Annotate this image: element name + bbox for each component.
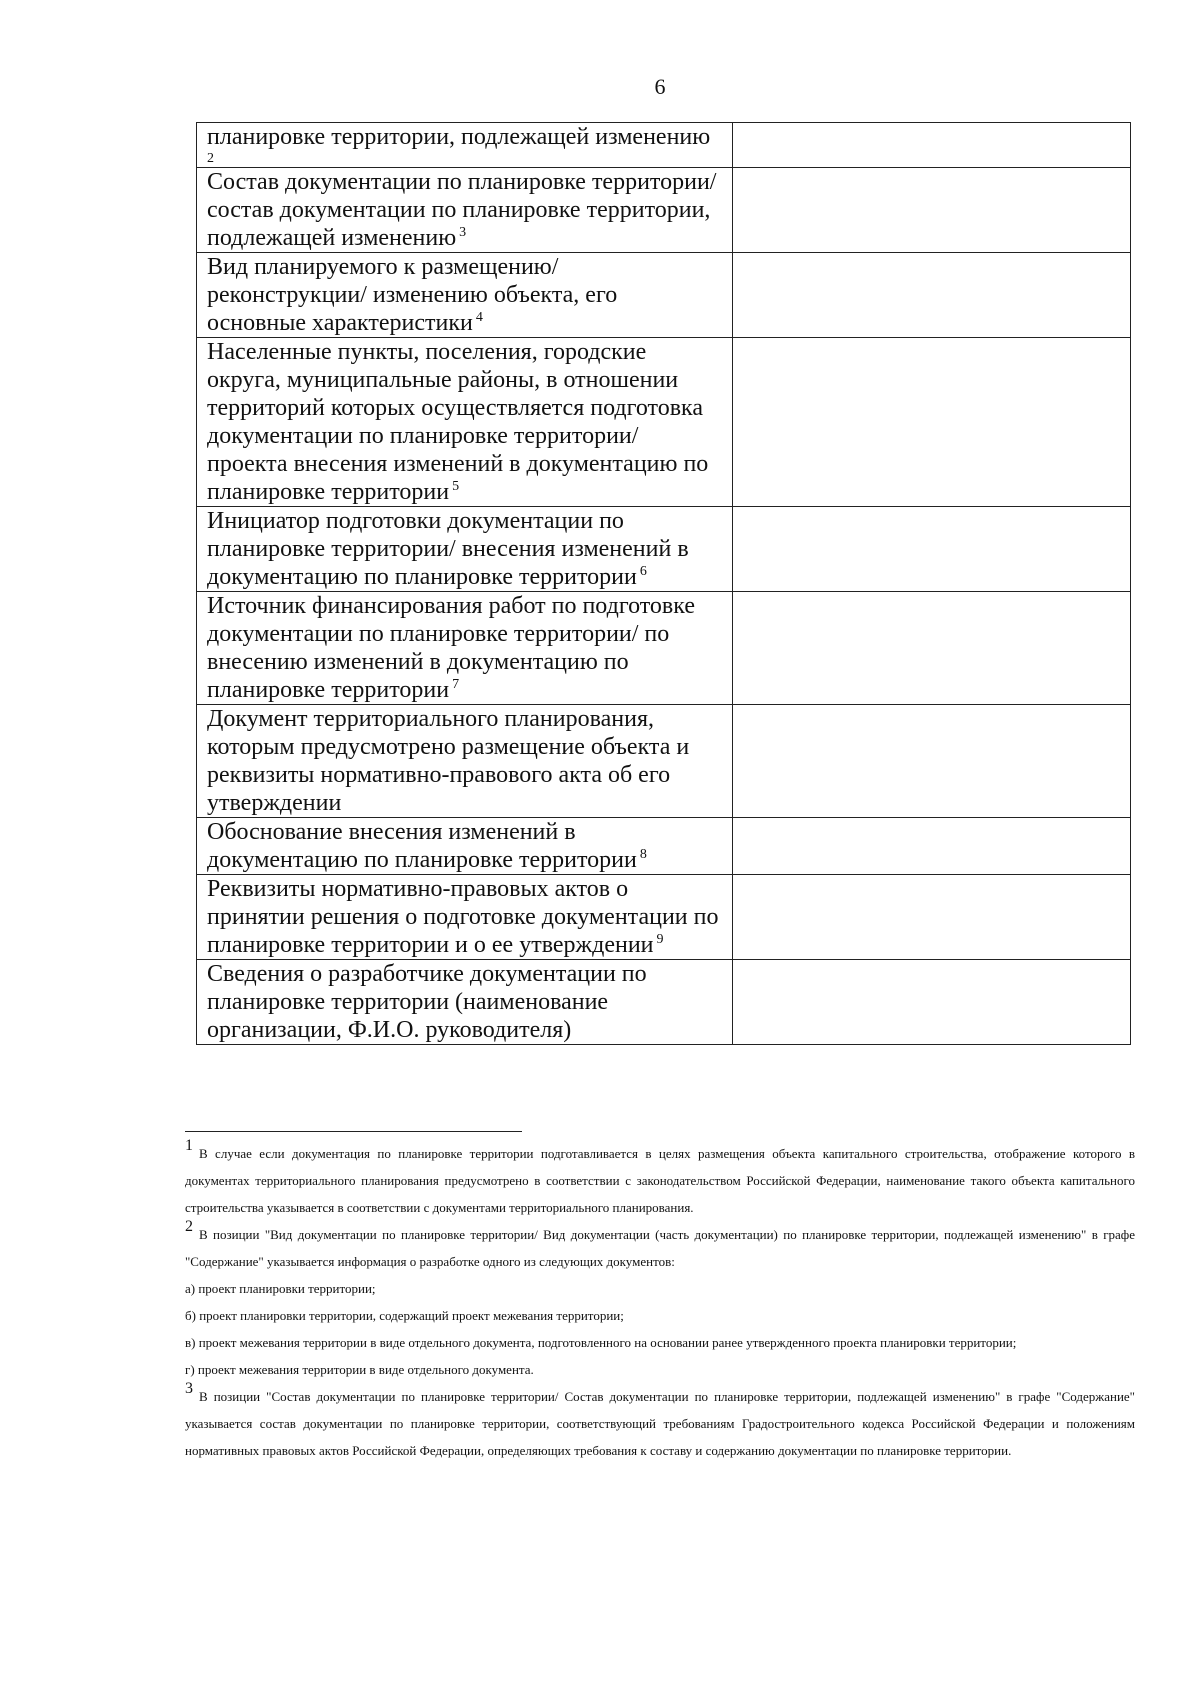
footnotes bbox=[185, 1137, 1135, 1464]
table-row bbox=[197, 123, 1131, 168]
row-label-cell bbox=[197, 123, 733, 168]
table-row bbox=[197, 168, 1131, 253]
row-label-cell bbox=[197, 168, 733, 253]
footnote-text bbox=[185, 1218, 1135, 1275]
row-value-cell[interactable] bbox=[733, 705, 1131, 818]
row-label-cell bbox=[197, 338, 733, 507]
row-value-cell[interactable] bbox=[733, 338, 1131, 507]
footnote bbox=[185, 1137, 1135, 1221]
row-label-cell bbox=[197, 705, 733, 818]
form-table bbox=[196, 122, 1131, 1045]
table-row bbox=[197, 960, 1131, 1045]
row-label: Состав документации по планировке территории/ состав документации по планировке территории, подлежащей изменению bbox=[207, 169, 717, 251]
footnote-reference: 8 bbox=[639, 847, 647, 862]
row-label-cell bbox=[197, 818, 733, 875]
footnote-text bbox=[185, 1356, 1135, 1383]
footnote-text bbox=[185, 1275, 1135, 1302]
row-value-cell[interactable] bbox=[733, 123, 1131, 168]
table-row bbox=[197, 338, 1131, 507]
row-value-cell[interactable] bbox=[733, 168, 1131, 253]
row-value-cell[interactable] bbox=[733, 818, 1131, 875]
row-label: Документ территориального планирования, которым предусмотрено размещение объекта и реквизиты нормативно-правового акта об его утверждении bbox=[207, 706, 690, 816]
footnote-number: 1 bbox=[185, 1137, 193, 1154]
row-label: Вид планируемого к размещению/ реконструкции/ изменению объекта, его основные характеристики bbox=[207, 254, 618, 336]
footnote-number: 2 bbox=[185, 1218, 193, 1235]
footnote-line: а) проект планировки территории; bbox=[185, 1281, 376, 1296]
footnote-reference: 6 bbox=[639, 564, 647, 579]
table-row bbox=[197, 818, 1131, 875]
footnote-text bbox=[185, 1329, 1135, 1356]
row-label-cell bbox=[197, 253, 733, 338]
footnote-text bbox=[185, 1380, 1135, 1464]
footnote-text bbox=[185, 1302, 1135, 1329]
row-label-cell bbox=[197, 507, 733, 592]
footnote-reference: 7 bbox=[452, 677, 460, 692]
row-value-cell[interactable] bbox=[733, 253, 1131, 338]
footnote-line: г) проект межевания территории в виде отдельного документа. bbox=[185, 1362, 534, 1377]
row-label: Инициатор подготовки документации по планировке территории/ внесения изменений в документацию по планировке территории bbox=[207, 508, 689, 590]
table-row bbox=[197, 253, 1131, 338]
footnote-text bbox=[185, 1137, 1135, 1221]
row-label: планировке территории, подлежащей изменению bbox=[207, 124, 711, 150]
footnote-line: В случае если документация по планировке территории подготавливается в целях размещения объекта капитального строительства, отображение которого в документах территориального планирования предусмотрено в соответствии с законодательством Российской Федерации, наименование такого объекта капитального строительства указывается в соответствии с документами территориального планирования. bbox=[185, 1146, 1135, 1215]
row-value-cell[interactable] bbox=[733, 875, 1131, 960]
footnote-line: В позиции "Состав документации по планировке территории/ Состав документации по планировке территории, подлежащей изменению" в графе "Содержание" указывается состав документации по планировке территории, соответствующий требованиям Градостроительного кодекса Российской Федерации и положениям нормативных правовых актов Российской Федерации, определяющих требования к составу и содержанию документации по планировке территории. bbox=[185, 1389, 1135, 1458]
page-number: 6 bbox=[654, 74, 666, 99]
row-value-cell[interactable] bbox=[733, 592, 1131, 705]
footnote bbox=[185, 1380, 1135, 1464]
table-row bbox=[197, 705, 1131, 818]
row-label-cell bbox=[197, 875, 733, 960]
footnote-separator bbox=[185, 1131, 522, 1132]
footnote-reference-below: 2 bbox=[207, 151, 214, 166]
row-value-cell[interactable] bbox=[733, 960, 1131, 1045]
footnote-line: В позиции "Вид документации по планировке территории/ Вид документации (часть документации) по планировке территории, подлежащей изменению" в графе "Содержание" указывается информация о разработке одного из следующих документов: bbox=[185, 1227, 1135, 1269]
table-row bbox=[197, 875, 1131, 960]
footnote-number: 3 bbox=[185, 1380, 193, 1397]
footnote bbox=[185, 1218, 1135, 1383]
row-label: Источник финансирования работ по подготовке документации по планировке территории/ по внесению изменений в документацию по планировке территории bbox=[207, 593, 695, 703]
row-label: Обоснование внесения изменений в документацию по планировке территории bbox=[207, 819, 637, 873]
row-value-cell[interactable] bbox=[733, 507, 1131, 592]
footnote-reference: 9 bbox=[656, 932, 664, 947]
row-label: Населенные пункты, поселения, городские округа, муниципальные районы, в отношении территорий которых осуществляется подготовка документации по планировке территории/ проекта внесения изменений в документацию по планировке территории bbox=[207, 339, 709, 505]
table-row bbox=[197, 592, 1131, 705]
footnote-line: б) проект планировки территории, содержащий проект межевания территории; bbox=[185, 1308, 624, 1323]
footnote-line: в) проект межевания территории в виде отдельного документа, подготовленного на основании ранее утвержденного проекта планировки территории; bbox=[185, 1335, 1017, 1350]
row-label-cell bbox=[197, 960, 733, 1045]
footnote-reference: 4 bbox=[475, 310, 483, 325]
footnote-reference: 5 bbox=[452, 479, 460, 494]
row-label: Реквизиты нормативно-правовых актов о принятии решения о подготовке документации по планировке территории и о ее утверждении bbox=[207, 876, 719, 958]
row-label: Сведения о разработчике документации по планировке территории (наименование организации, Ф.И.О. руководителя) bbox=[207, 961, 647, 1043]
table-row bbox=[197, 507, 1131, 592]
footnote-reference: 3 bbox=[459, 225, 467, 240]
row-label-cell bbox=[197, 592, 733, 705]
